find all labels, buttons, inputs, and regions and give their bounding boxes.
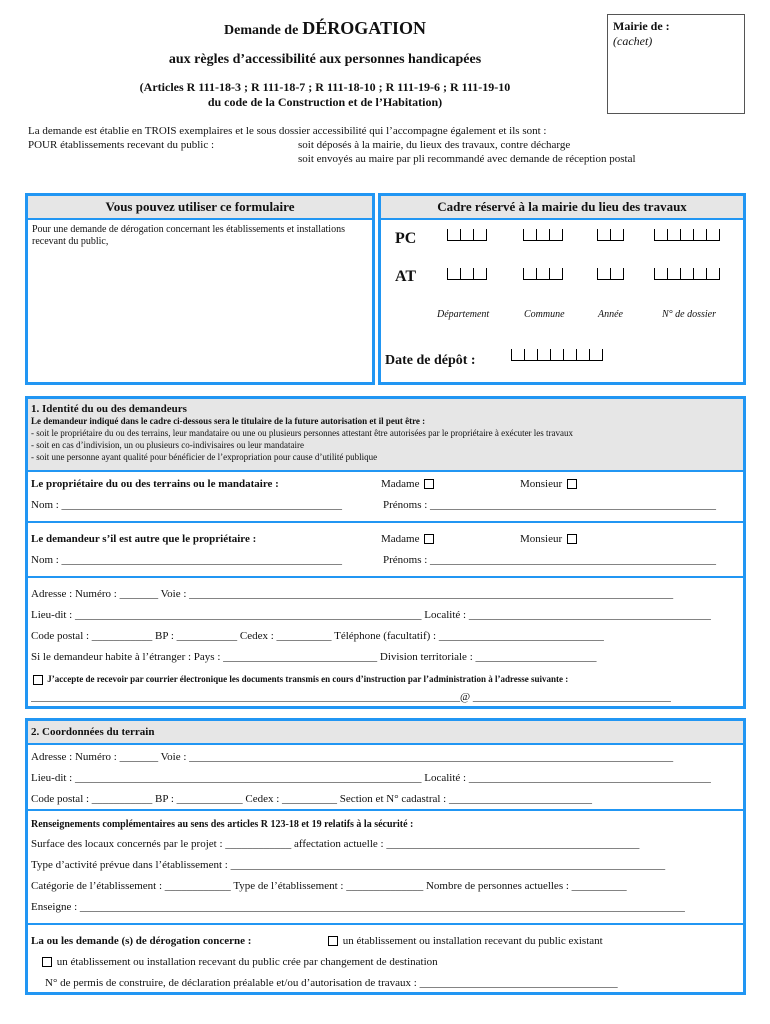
pc-number-cells[interactable] [447, 228, 720, 246]
applicant-monsieur[interactable] [520, 533, 579, 545]
madame-label: Madame [381, 478, 420, 490]
monsieur-checkbox[interactable] [567, 534, 577, 544]
title-prefix: Demande de [224, 23, 299, 38]
owner-nom-field[interactable]: Nom : ___________________________________________________ [31, 499, 343, 511]
date-depot-cells[interactable] [511, 348, 603, 366]
intro-line-3: soit envoyés au maire par pli recommandé avec demande de réception postal [298, 153, 636, 165]
identity-bullet-2: - soit en cas d’indivision, un ou plusieurs co-indivisaires ou leur mandataire [31, 440, 304, 450]
enseigne-field[interactable]: Enseigne : ______________________________________________________________________________________________________________ [31, 901, 685, 913]
divider [25, 923, 746, 925]
terrain-postal-line[interactable]: Code postal : ___________ BP : ____________ Cedex : __________ Section et N° cadastral : __________________________ [31, 793, 592, 805]
col-dossier: N° de dossier [662, 309, 716, 320]
madame-label: Madame [381, 533, 420, 545]
section-identity-header [28, 399, 743, 472]
existing-checkbox[interactable] [328, 936, 338, 946]
permis-field[interactable]: N° de permis de construire, de déclaration préalable et/ou d’autorisation de travaux : ____________________________________ [45, 977, 618, 989]
pc-label: PC [395, 230, 417, 247]
form-usage-box [25, 193, 375, 385]
applicant-prenoms-field[interactable]: Prénoms : ____________________________________________________ [383, 554, 717, 566]
intro-line-2-right: soit déposés à la mairie, du lieux des travaux, contre décharge [298, 139, 571, 151]
mairie-frame-header: Cadre réservé à la mairie du lieu des travaux [381, 196, 743, 220]
terrain-address-line[interactable]: Adresse : Numéro : _______ Voie : ________________________________________________________________________________________ [31, 751, 674, 763]
option-new-text: un établissement ou installation recevant du public crée par changement de destination [56, 956, 438, 968]
col-commune: Commune [524, 309, 565, 320]
identity-bullet-3: - soit une personne ayant qualité pour bénéficier de l’expropriation pour cause d’utilité publique [31, 452, 378, 462]
page-subtitle: aux règles d’accessibilité aux personnes handicapées [168, 52, 482, 67]
articles-line-2: du code de la Construction et de l’Habitation) [207, 95, 443, 109]
page-title [80, 18, 570, 39]
applicant-abroad-line[interactable]: Si le demandeur habite à l’étranger : Pays : ____________________________ Division territoriale : ______________________ [31, 651, 597, 663]
monsieur-label: Monsieur [520, 533, 563, 545]
divider [25, 521, 746, 523]
surface-field[interactable]: Surface des locaux concernés par le projet : ____________ affectation actuelle : ______________________________________________ [31, 838, 640, 850]
section-identity [25, 396, 746, 709]
madame-checkbox[interactable] [424, 534, 434, 544]
category-field[interactable]: Catégorie de l’établissement : ____________ Type de l’établissement : ______________ Nombre de personnes actuelles : __________ [31, 880, 627, 892]
applicant-address-line[interactable]: Adresse : Numéro : _______ Voie : ________________________________________________________________________________________ [31, 588, 674, 600]
terrain-lieudit-line[interactable]: Lieu-dit : _______________________________________________________________ Localité : ____________________________________________ [31, 772, 711, 784]
mairie-cachet: (cachet) [613, 34, 653, 48]
section-identity-intro: Le demandeur indiqué dans le cadre ci-dessous sera le titulaire de la future autorisation et il peut être : [31, 416, 426, 426]
divider [25, 576, 746, 578]
monsieur-label: Monsieur [520, 478, 563, 490]
applicant-nom-field[interactable]: Nom : ___________________________________________________ [31, 554, 343, 566]
owner-prenoms-field[interactable]: Prénoms : ____________________________________________________ [383, 499, 717, 511]
monsieur-checkbox[interactable] [567, 479, 577, 489]
divider [25, 809, 746, 811]
madame-checkbox[interactable] [424, 479, 434, 489]
col-departement: Département [437, 309, 490, 320]
intro-line-2-left: POUR établissements recevant du public : [28, 139, 215, 151]
owner-monsieur[interactable] [520, 478, 579, 490]
intro-line-1: La demande est établie en TROIS exemplaires et le sous dossier accessibilité qui l’accompagne également et ils sont : [28, 125, 547, 137]
section-identity-title: 1. Identité du ou des demandeurs [31, 403, 187, 415]
at-number-cells[interactable] [447, 267, 720, 285]
activity-field[interactable]: Type d’activité prévue dans l’établissement : _______________________________________________________________________________ [31, 859, 666, 871]
owner-madame[interactable] [381, 478, 436, 490]
title-main: DÉROGATION [302, 18, 426, 38]
articles-line-1: (Articles R 111-18-3 ; R 111-18-7 ; R 111-18-10 ; R 111-19-6 ; R 111-19-10 [139, 80, 511, 94]
col-annee: Année [598, 309, 623, 320]
option-existing[interactable] [326, 935, 603, 947]
email-consent[interactable] [31, 674, 743, 685]
date-depot-label: Date de dépôt : [385, 353, 476, 368]
form-usage-header: Vous pouvez utiliser ce formulaire [28, 196, 372, 220]
mairie-stamp-box[interactable] [607, 14, 745, 114]
email-consent-text: J’accepte de recevoir par courrier électronique les documents transmis en cours d’instruction par l’administration à l’adresse suivante : [47, 674, 569, 684]
concerne-label: La ou les demande (s) de dérogation concerne : [31, 935, 252, 947]
option-new[interactable] [40, 956, 438, 968]
applicant-lieudit-line[interactable]: Lieu-dit : _______________________________________________________________ Localité : ____________________________________________ [31, 609, 711, 621]
new-checkbox[interactable] [42, 957, 52, 967]
applicant-postal-line[interactable]: Code postal : ___________ BP : ___________ Cedex : __________ Téléphone (facultatif) : ______________________________ [31, 630, 604, 642]
email-field[interactable]: ______________________________________________________________________________@ ____________________________________ [31, 691, 671, 703]
option-existing-text: un établissement ou installation recevant du public existant [342, 935, 603, 947]
section-terrain-title: 2. Coordonnées du terrain [28, 721, 743, 745]
applicant-madame[interactable] [381, 533, 436, 545]
section-terrain [25, 718, 746, 995]
at-label: AT [395, 268, 417, 285]
security-info-title: Renseignements complémentaires au sens des articles R 123-18 et 19 relatifs à la sécurité : [31, 819, 414, 830]
identity-bullet-1: - soit le propriétaire du ou des terrains, leur mandataire ou une ou plusieurs personnes attestant être autorisées par le propriétaire à exécuter les travaux [31, 428, 574, 438]
email-consent-checkbox[interactable] [33, 675, 43, 685]
mairie-frame [378, 193, 746, 385]
owner-label: Le propriétaire du ou des terrains ou le mandataire : [31, 478, 279, 490]
applicant-label: Le demandeur s’il est autre que le propriétaire : [31, 533, 257, 545]
mairie-label: Mairie de : [613, 19, 670, 33]
form-usage-text: Pour une demande de dérogation concernant les établissements et installations recevant du public, [32, 224, 345, 247]
